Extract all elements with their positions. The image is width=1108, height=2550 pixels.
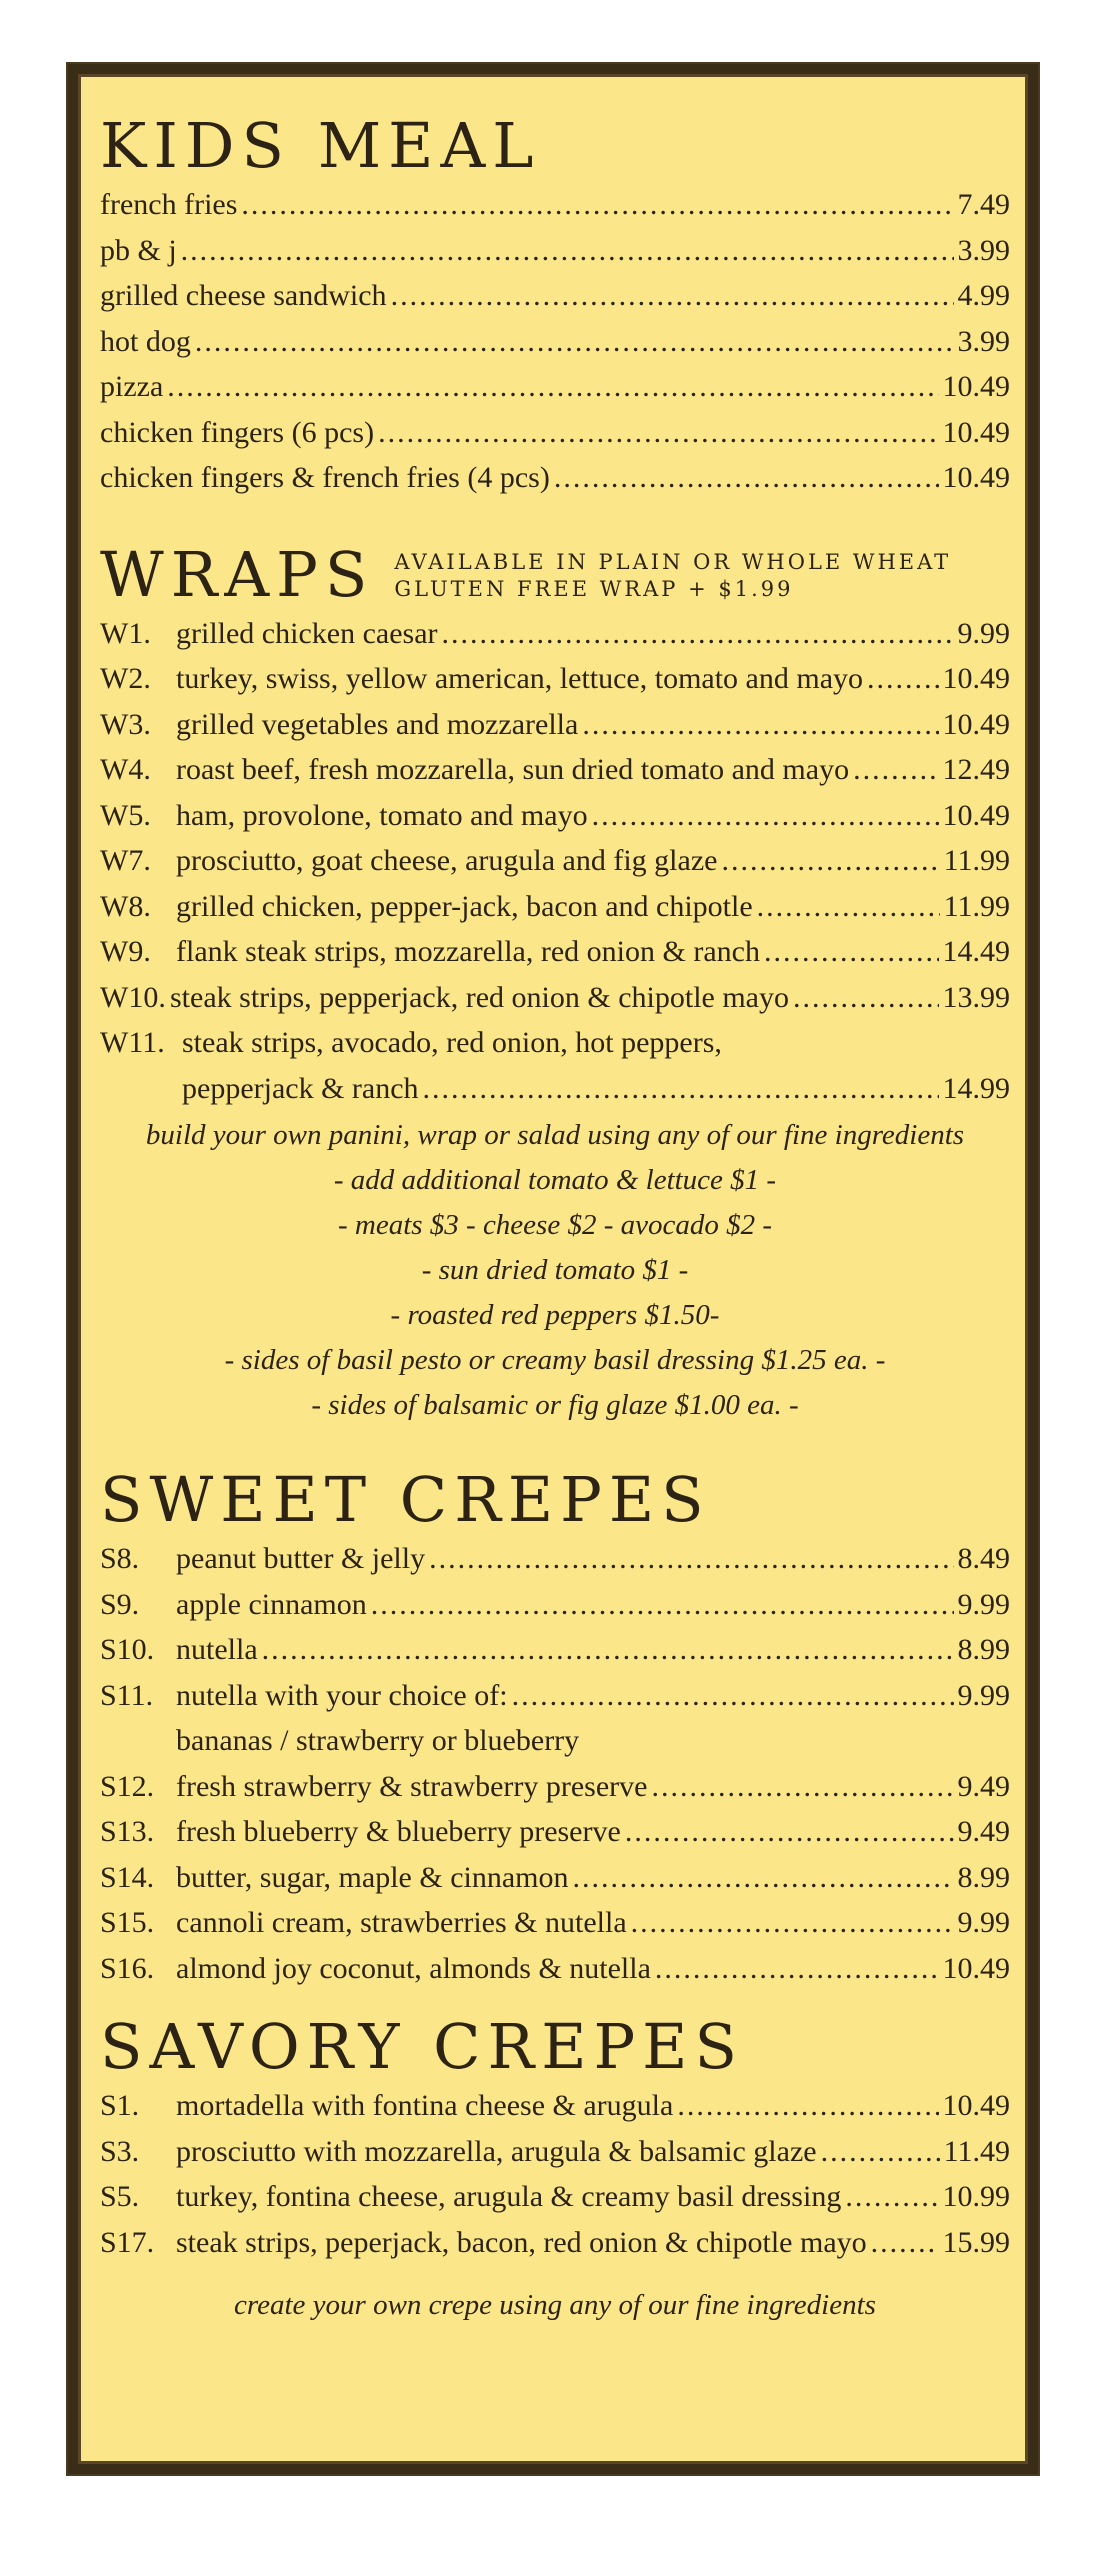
menu-item: W10. steak strips, pepperjack, red onion & chipotle mayo ..... 13.99: [100, 975, 1010, 1021]
kids-meal-heading: KIDS MEAL: [100, 109, 541, 182]
menu-item: chicken fingers (6 pcs) ..... 10.49: [100, 410, 1010, 456]
menu-item-subline: bananas / strawberry or blueberry: [176, 1724, 580, 1757]
kids-meal-list: [100, 182, 1010, 501]
leader-dots: [853, 747, 938, 793]
menu-item: S17. steak strips, peperjack, bacon, red onion & chipotle mayo ..... 15.99: [100, 2220, 1010, 2266]
leader-dots: [371, 1582, 954, 1628]
leader-dots: [821, 2129, 940, 2175]
leader-dots: [764, 929, 939, 975]
leader-dots: [442, 611, 954, 657]
extras-line: - sides of balsamic or fig glaze $1.00 ea. -: [311, 1389, 799, 1421]
extras-line: - meats $3 - cheese $2 - avocado $2 -: [337, 1209, 773, 1241]
sweet-crepes-list: [100, 1536, 1010, 1991]
leader-dots: [871, 2220, 939, 2266]
wraps-heading-row: [100, 539, 1010, 611]
menu-item: W2. turkey, swiss, yellow american, lettuce, tomato and mayo ..... 10.49: [100, 656, 1010, 702]
extras-line: - roasted red peppers $1.50-: [390, 1299, 720, 1331]
leader-dots: [721, 838, 939, 884]
wraps-note: [374, 549, 951, 611]
extras-line: - sides of basil pesto or creamy basil dressing $1.25 ea. -: [224, 1344, 886, 1376]
leader-dots: [625, 1809, 954, 1855]
wraps-list: [100, 611, 1010, 1112]
menu-item: S5. turkey, fontina cheese, arugula & creamy basil dressing ..... 10.99: [100, 2174, 1010, 2220]
leader-dots: [181, 228, 954, 274]
leader-dots: [655, 1946, 939, 1992]
menu-item: S3. prosciutto with mozzarella, arugula & balsamic glaze ..... 11.49: [100, 2129, 1010, 2175]
menu-item: hot dog ..... 3.99: [100, 319, 1010, 365]
menu-item: S10. nutella ..... 8.99: [100, 1627, 1010, 1673]
menu-item: W3. grilled vegetables and mozzarella ..... 10.49: [100, 702, 1010, 748]
menu-item-continued: pepperjack & ranch ..... 14.99: [100, 1066, 1010, 1112]
leader-dots: [241, 182, 953, 228]
leader-dots: [391, 273, 954, 319]
leader-dots: [631, 1900, 954, 1946]
savory-crepes-heading: SAVORY CREPES: [100, 2010, 744, 2083]
leader-dots: [554, 455, 939, 501]
menu-item: W8. grilled chicken, pepper-jack, bacon and chipotle ..... 11.99: [100, 884, 1010, 930]
menu-content: [100, 110, 1010, 2322]
leader-dots: [512, 1673, 954, 1719]
leader-dots: [262, 1627, 954, 1673]
leader-dots: [195, 319, 954, 365]
wraps-extras: [100, 1113, 1010, 1428]
menu-item: S13. fresh blueberry & blueberry preserve ..... 9.49: [100, 1809, 1010, 1855]
savory-footer-note: create your own crepe using any of our fine ingredients: [234, 2289, 876, 2321]
menu-item: pb & j ..... 3.99: [100, 228, 1010, 274]
menu-item: S14. butter, sugar, maple & cinnamon ..... 8.99: [100, 1855, 1010, 1901]
menu-item: W11. steak strips, avocado, red onion, hot peppers,: [100, 1026, 722, 1059]
menu-item: S16. almond joy coconut, almonds & nutella ..... 10.49: [100, 1946, 1010, 1992]
menu-item: french fries ..... 7.49: [100, 182, 1010, 228]
leader-dots: [651, 1764, 953, 1810]
menu-item: W4. roast beef, fresh mozzarella, sun dried tomato and mayo ..... 12.49: [100, 747, 1010, 793]
leader-dots: [845, 2174, 938, 2220]
leader-dots: [429, 1536, 953, 1582]
extras-line: - sun dried tomato $1 -: [421, 1254, 689, 1286]
menu-item: S15. cannoli cream, strawberries & nutella ..... 9.99: [100, 1900, 1010, 1946]
wraps-note-line2: GLUTEN FREE WRAP + $1.99: [394, 576, 794, 601]
menu-item: S11. nutella with your choice of: ..... 9.99: [100, 1673, 1010, 1719]
wraps-note-line1: AVAILABLE IN PLAIN OR WHOLE WHEAT: [394, 549, 952, 574]
menu-item: W1. grilled chicken caesar ..... 9.99: [100, 611, 1010, 657]
leader-dots: [167, 364, 938, 410]
leader-dots: [573, 1855, 954, 1901]
leader-dots: [793, 975, 939, 1021]
leader-dots: [582, 702, 938, 748]
leader-dots: [423, 1066, 939, 1112]
leader-dots: [592, 793, 939, 839]
menu-item: W5. ham, provolone, tomato and mayo ..... 10.49: [100, 793, 1010, 839]
menu-item: pizza ..... 10.49: [100, 364, 1010, 410]
menu-item: W9. flank steak strips, mozzarella, red onion & ranch ..... 14.49: [100, 929, 1010, 975]
menu-item: grilled cheese sandwich ..... 4.99: [100, 273, 1010, 319]
menu-item: S1. mortadella with fontina cheese & arugula ..... 10.49: [100, 2083, 1010, 2129]
extras-line: build your own panini, wrap or salad using any of our fine ingredients: [145, 1119, 965, 1151]
savory-crepes-list: [100, 2083, 1010, 2265]
menu-item: S9. apple cinnamon ..... 9.99: [100, 1582, 1010, 1628]
leader-dots: [677, 2083, 938, 2129]
menu-item: S12. fresh strawberry & strawberry preserve ..... 9.49: [100, 1764, 1010, 1810]
extras-line: - add additional tomato & lettuce $1 -: [333, 1164, 777, 1196]
menu-item: W7. prosciutto, goat cheese, arugula and fig glaze ..... 11.99: [100, 838, 1010, 884]
leader-dots: [867, 656, 938, 702]
leader-dots: [757, 884, 940, 930]
menu-item: chicken fingers & french fries (4 pcs) ..... 10.49: [100, 455, 1010, 501]
leader-dots: [378, 410, 938, 456]
sweet-crepes-heading: SWEET CREPES: [100, 1463, 711, 1536]
wraps-heading: WRAPS: [100, 537, 375, 611]
menu-item: S8. peanut butter & jelly ..... 8.49: [100, 1536, 1010, 1582]
